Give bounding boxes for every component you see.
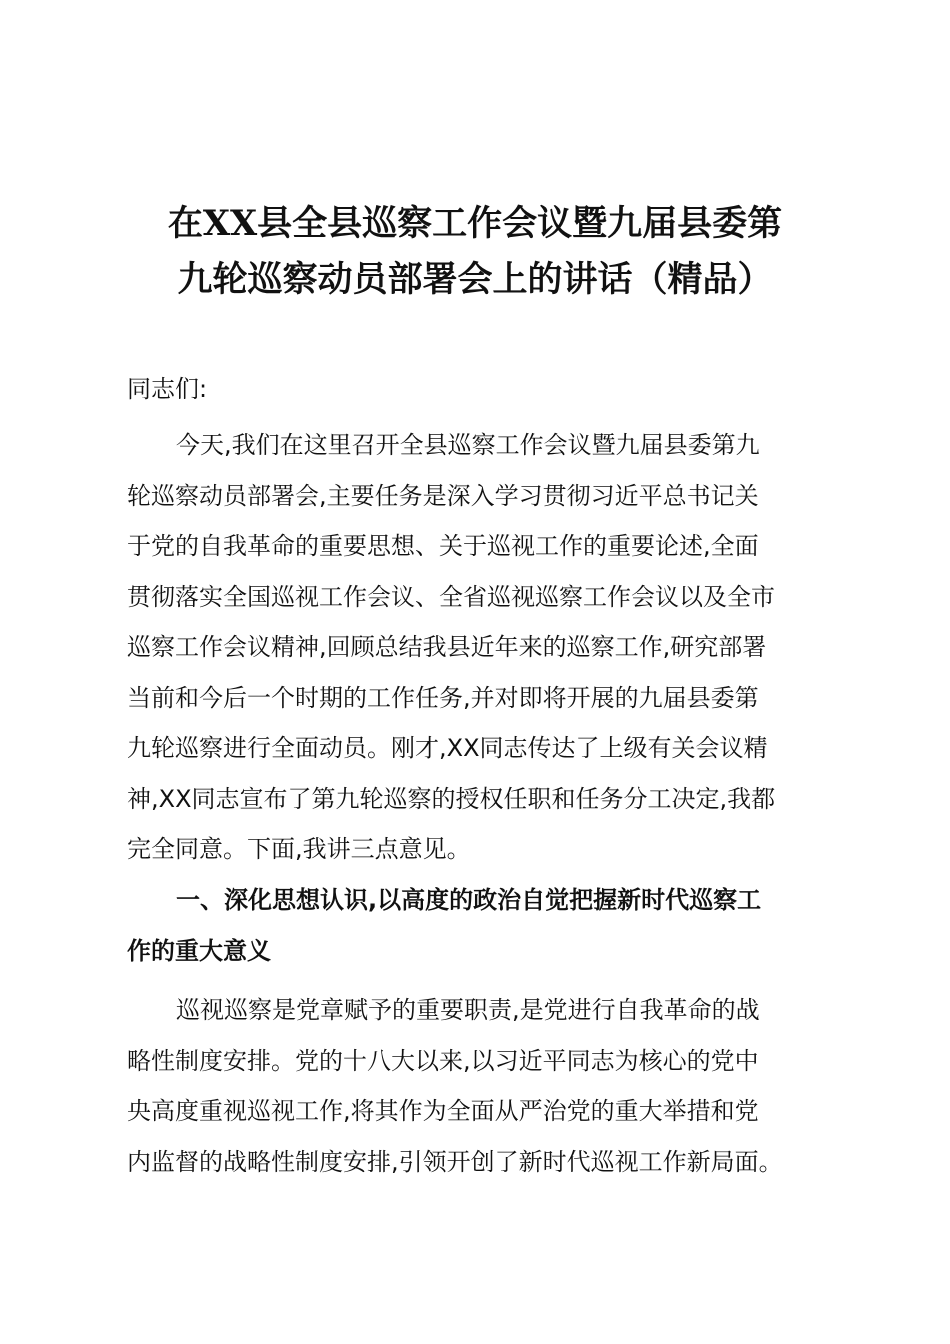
paragraph-opening: [127, 420, 827, 875]
title-line: 在XX县全县巡察工作会议暨九届县委第: [167, 203, 783, 244]
paragraph-line: 于党的自我革命的重要思想、关于巡视工作的重要论述,全面: [127, 532, 759, 560]
salutation: 同志们:: [127, 375, 208, 403]
section-heading-1: [127, 875, 827, 976]
paragraph-line: 神,XX同志宣布了第九轮巡察的授权任职和任务分工决定,我都: [127, 784, 776, 813]
paragraph-line: 今天,我们在这里召开全县巡察工作会议暨九届县委第九: [176, 431, 760, 459]
paragraph-line: 当前和今后一个时期的工作任务,并对即将开展的九届县委第: [127, 683, 759, 712]
heading-line: 作的重大意义: [127, 936, 271, 965]
paragraph-line: 略性制度安排。党的十八大以来,以习近平同志为核心的党中: [127, 1046, 759, 1075]
paragraph-line: 巡察工作会议精神,回顾总结我县近年来的巡察工作,研究部署: [127, 633, 767, 661]
paragraph-line: 央高度重视巡视工作,将其作为全面从严治党的重大举措和党: [127, 1097, 759, 1125]
paragraph-section-1: [127, 985, 827, 1187]
document-title: [120, 196, 830, 308]
title-line: 九轮巡察动员部署会上的讲话（精品）: [177, 259, 773, 300]
paragraph-line: 巡视巡察是党章赋予的重要职责,是党进行自我革命的战: [176, 996, 760, 1024]
paragraph-line: 完全同意。下面,我讲三点意见。: [127, 835, 471, 863]
paragraph-line: 九轮巡察进行全面动员。刚才,XX同志传达了上级有关会议精: [127, 734, 768, 762]
paragraph-line: 内监督的战略性制度安排,引领开创了新时代巡视工作新局面。: [127, 1147, 783, 1176]
paragraph-line: 贯彻落实全国巡视工作会议、全省巡视巡察工作会议以及全市: [127, 582, 775, 611]
paragraph-line: 轮巡察动员部署会,主要任务是深入学习贯彻习近平总书记关: [127, 481, 759, 510]
heading-line: 一、深化思想认识,以高度的政治自觉把握新时代巡察工: [176, 886, 762, 914]
